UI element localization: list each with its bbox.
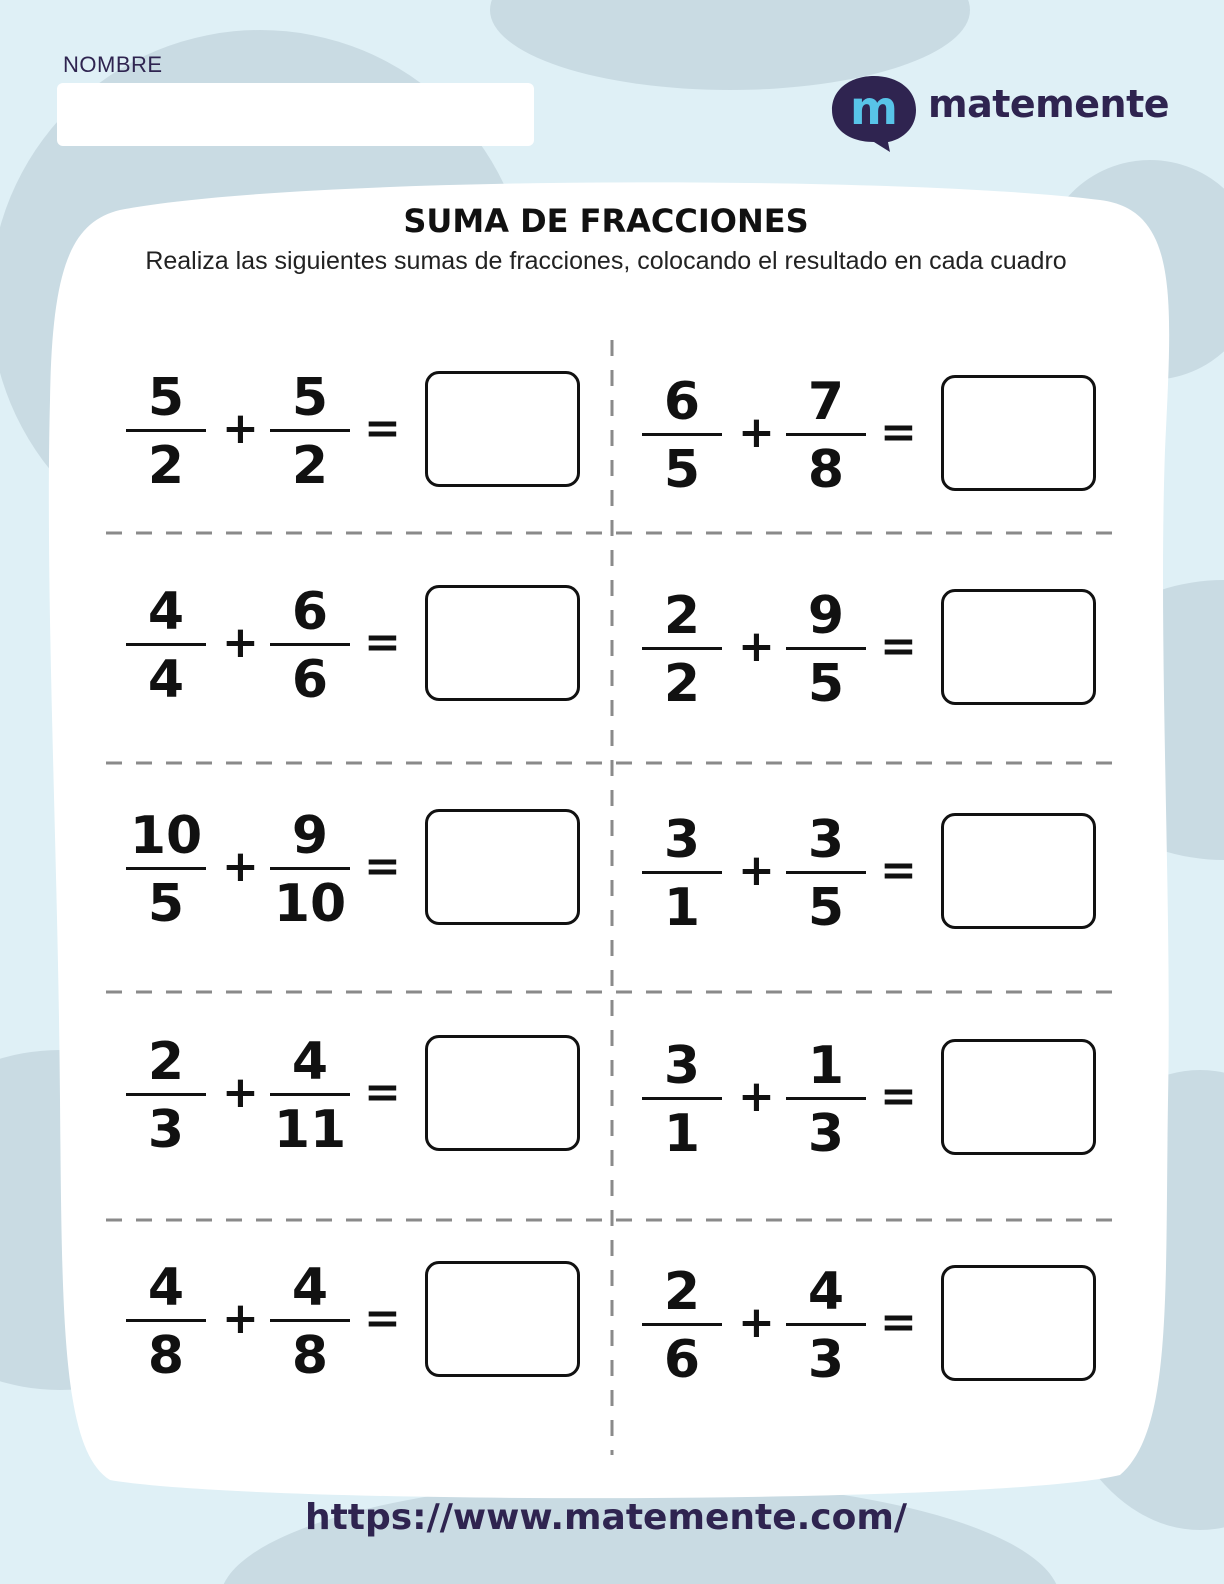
- numerator: 10: [129, 806, 203, 866]
- fraction-bar: [270, 867, 350, 870]
- answer-box[interactable]: [941, 1265, 1096, 1381]
- numerator: 3: [663, 1036, 701, 1096]
- fraction-bar: [642, 871, 722, 874]
- equals-sign: =: [364, 841, 401, 892]
- fraction-bar: [786, 1097, 866, 1100]
- fraction-problem: [124, 1032, 604, 1162]
- equals-sign: =: [880, 407, 917, 458]
- numerator: 4: [147, 1258, 185, 1318]
- denominator: 6: [663, 1330, 701, 1390]
- equals-sign: =: [364, 403, 401, 454]
- fraction-problem: [124, 806, 604, 936]
- plus-sign: +: [738, 845, 775, 896]
- answer-box[interactable]: [425, 1035, 580, 1151]
- numerator: 6: [663, 372, 701, 432]
- logo-letter: m: [850, 81, 898, 135]
- name-label: NOMBRE: [63, 52, 163, 77]
- fraction-problem: [640, 1262, 1120, 1392]
- fraction-problem: [124, 368, 604, 498]
- fraction-bar: [126, 1319, 206, 1322]
- denominator: 5: [807, 654, 845, 714]
- denominator: 2: [663, 654, 701, 714]
- plus-sign: +: [222, 403, 259, 454]
- denominator: 3: [807, 1330, 845, 1390]
- fraction-bar: [270, 1093, 350, 1096]
- answer-box[interactable]: [425, 809, 580, 925]
- numerator: 6: [291, 582, 329, 642]
- numerator: 4: [807, 1262, 845, 1322]
- numerator: 3: [663, 810, 701, 870]
- denominator: 2: [291, 436, 329, 496]
- numerator: 4: [291, 1258, 329, 1318]
- worksheet-title: SUMA DE FRACCIONES: [403, 202, 809, 240]
- denominator: 8: [147, 1326, 185, 1386]
- fraction-bar: [786, 647, 866, 650]
- fraction-problem: [124, 1258, 604, 1388]
- fraction-bar: [642, 1323, 722, 1326]
- plus-sign: +: [738, 407, 775, 458]
- numerator: 1: [807, 1036, 845, 1096]
- fraction-bar: [126, 1093, 206, 1096]
- fraction-bar: [786, 871, 866, 874]
- numerator: 9: [291, 806, 329, 866]
- numerator: 5: [291, 368, 329, 428]
- fraction-bar: [642, 1097, 722, 1100]
- equals-sign: =: [364, 1067, 401, 1118]
- plus-sign: +: [222, 1067, 259, 1118]
- fraction-problem: [640, 1036, 1120, 1166]
- equals-sign: =: [880, 1297, 917, 1348]
- denominator: 4: [147, 650, 185, 710]
- equals-sign: =: [364, 617, 401, 668]
- plus-sign: +: [738, 621, 775, 672]
- answer-box[interactable]: [941, 589, 1096, 705]
- answer-box[interactable]: [425, 371, 580, 487]
- answer-box[interactable]: [941, 1039, 1096, 1155]
- fraction-bar: [270, 643, 350, 646]
- answer-box[interactable]: [425, 1261, 580, 1377]
- fraction-problem: [640, 372, 1120, 502]
- numerator: 2: [147, 1032, 185, 1092]
- numerator: 2: [663, 1262, 701, 1322]
- denominator: 1: [663, 878, 701, 938]
- equals-sign: =: [880, 1071, 917, 1122]
- plus-sign: +: [222, 617, 259, 668]
- equals-sign: =: [364, 1293, 401, 1344]
- brand-name: matemente: [928, 82, 1170, 126]
- denominator: 8: [291, 1326, 329, 1386]
- numerator: 5: [147, 368, 185, 428]
- denominator: 10: [273, 874, 347, 934]
- denominator: 1: [663, 1104, 701, 1164]
- answer-box[interactable]: [425, 585, 580, 701]
- numerator: 7: [807, 372, 845, 432]
- worksheet-instructions: Realiza las siguientes sumas de fracciones, colocando el resultado en cada cuadro: [145, 247, 1067, 275]
- fraction-problem: [640, 810, 1120, 940]
- fraction-bar: [270, 1319, 350, 1322]
- fraction-bar: [126, 429, 206, 432]
- equals-sign: =: [880, 845, 917, 896]
- plus-sign: +: [738, 1297, 775, 1348]
- footer-url[interactable]: https://www.matemente.com/: [304, 1497, 908, 1538]
- fraction-bar: [642, 647, 722, 650]
- numerator: 4: [291, 1032, 329, 1092]
- fraction-problem: [640, 586, 1120, 716]
- answer-box[interactable]: [941, 813, 1096, 929]
- denominator: 2: [147, 436, 185, 496]
- numerator: 4: [147, 582, 185, 642]
- fraction-bar: [642, 433, 722, 436]
- denominator: 5: [807, 878, 845, 938]
- plus-sign: +: [738, 1071, 775, 1122]
- denominator: 5: [663, 440, 701, 500]
- fraction-bar: [126, 867, 206, 870]
- numerator: 2: [663, 586, 701, 646]
- equals-sign: =: [880, 621, 917, 672]
- denominator: 3: [807, 1104, 845, 1164]
- fraction-bar: [270, 429, 350, 432]
- plus-sign: +: [222, 1293, 259, 1344]
- answer-box[interactable]: [941, 375, 1096, 491]
- plus-sign: +: [222, 841, 259, 892]
- numerator: 9: [807, 586, 845, 646]
- name-input[interactable]: [57, 83, 534, 146]
- numerator: 3: [807, 810, 845, 870]
- fraction-bar: [786, 1323, 866, 1326]
- denominator: 11: [273, 1100, 347, 1160]
- denominator: 8: [807, 440, 845, 500]
- denominator: 3: [147, 1100, 185, 1160]
- fraction-bar: [786, 433, 866, 436]
- denominator: 5: [147, 874, 185, 934]
- denominator: 6: [291, 650, 329, 710]
- fraction-problem: [124, 582, 604, 712]
- fraction-bar: [126, 643, 206, 646]
